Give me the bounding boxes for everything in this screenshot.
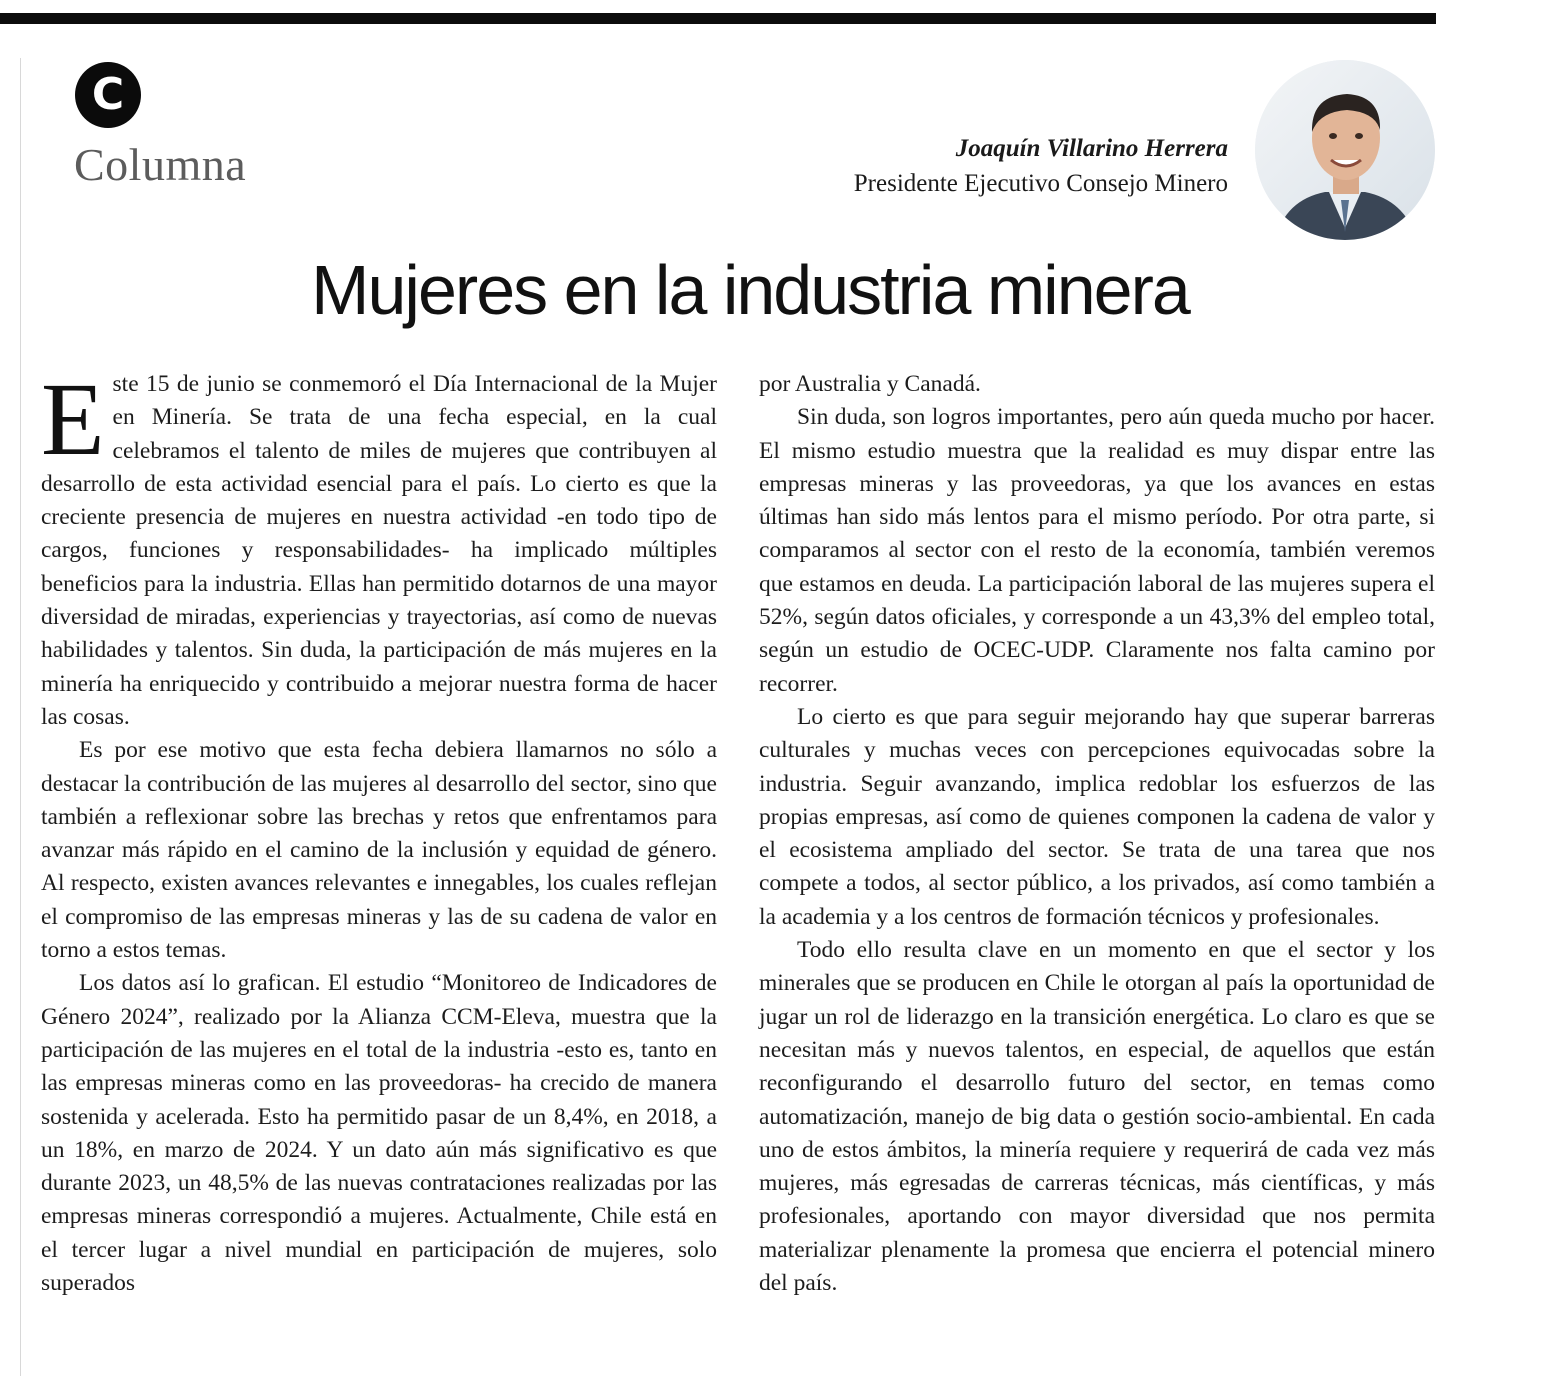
article-paragraph [41,362,717,734]
author-portrait-icon [1255,60,1435,240]
drop-cap: E [41,362,105,477]
author-photo [1255,60,1435,240]
article-column-1 [41,362,717,1300]
article-paragraph: por Australia y Canadá. [759,371,981,397]
author-name: Joaquín Villarino Herrera [955,135,1228,162]
paragraph-text: ste 15 de junio se conmemoró el Día Internacional de la Mujer en Minería. Se trata de una fecha especial, en la cual celebramos el talento de miles de mujeres que contribuyen al desarrollo de esta actividad esencial para el país. Lo cierto es que la creciente presencia de mujeres en nuestra actividad -en todo tipo de cargos, funciones y responsabilidades- ha implicado múltiples beneficios para la industria. Ellas han permitido dotarnos de una mayor diversidad de miradas, experiencias y trayectorias, así como de nuevas habilidades y talentos. Sin duda, la participación de más mujeres en la minería ha enriquecido y contribuido a mejorar nuestra forma de hacer las cosas. [41,371,717,730]
article-paragraph: Los datos así lo grafican. El estudio “Monitoreo de Indicadores de Género 2024”, realizado por la Alianza CCM-Eleva, muestra que la participación de las mujeres en el total de la industria -esto es, tanto en las empresas mineras como en las proveedoras- ha crecido de manera sostenida y acelerada. Esto ha permitido pasar de un 8,4%, en 2018, a un 18%, en marzo de 2024. Y un dato aún más significativo es que durante 2023, un 48,5% de las nuevas contrataciones realizadas por las empresas mineras correspondió a mujeres. Actualmente, Chile está en el tercer lugar a nivel mundial en participación de mujeres, solo superados [41,970,717,1297]
section-logo-icon [75,62,141,128]
top-rule [0,13,1436,24]
author-role: Presidente Ejecutivo Consejo Minero [853,170,1228,197]
article-column-2 [759,368,1435,1300]
article-paragraph: Sin duda, son logros importantes, pero aún queda mucho por hacer. El mismo estudio muestra que la realidad es muy dispar entre las empresas mineras y las proveedoras, ya que los avances en estas últimas han sido más lentos para el mismo período. Por otra parte, si comparamos al sector con el resto de la economía, también veremos que estamos en deuda. La participación laboral de las mujeres supera el 52%, según datos oficiales, y corresponde a un 43,3% del empleo total, según un estudio de OCEC-UDP. Claramente nos falta camino por recorrer. [759,404,1435,697]
article-paragraph: Lo cierto es que para seguir mejorando hay que superar barreras culturales y muchas veces con percepciones equivocadas sobre la industria. Seguir avanzando, implica redoblar los esfuerzos de las propias empresas, así como de quienes componen la cadena de valor y el ecosistema ampliado del sector. Se trata de una tarea que nos compete a todos, al sector público, a los privados, así como también a la academia y a los centros de formación técnicos y profesionales. [759,703,1435,930]
section-label: Columna [74,139,247,190]
article-paragraph: Todo ello resulta clave en un momento en que el sector y los minerales que se producen en Chile le otorgan al país la oportunidad de jugar un rol de liderazgo en la transición energética. Lo claro es que se necesitan más y nuevos talentos, en especial, de aquellos que están reconfigurando el desarrollo futuro del sector, en temas como automatización, manejo de big data o gestión socio-ambiental. En cada uno de estos ámbitos, la minería requiere y requerirá de cada vez más mujeres, más egresadas de carreras técnicas, más científicas, y más profesionales, aportando con mayor diversidad que nos permita materializar plenamente la promesa que encierra el potencial minero del país. [759,937,1435,1297]
section-logo-letter: C [91,69,125,120]
headline: Mujeres en la industria minera [311,251,1189,329]
article-paragraph: Es por ese motivo que esta fecha debiera llamarnos no sólo a destacar la contribución de las mujeres al desarrollo del sector, sino que también a reflexionar sobre las brechas y retos que enfrentamos para avanzar más rápido en el camino de la inclusión y equidad de género. Al respecto, existen avances relevantes e innegables, los cuales reflejan el compromiso de las empresas mineras y las de su cadena de valor en torno a estos temas. [41,737,717,964]
